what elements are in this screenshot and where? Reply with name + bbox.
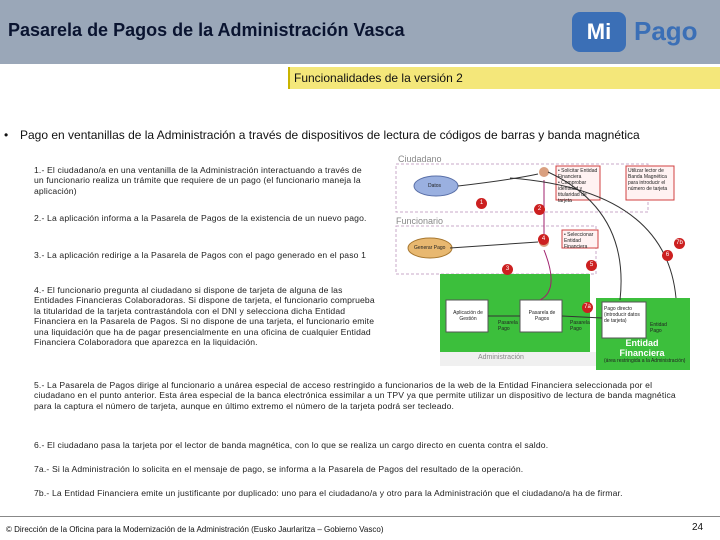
step-badge-6: 6 bbox=[662, 250, 673, 261]
logo-text: Pago bbox=[634, 16, 698, 46]
datos-label: Datos bbox=[428, 183, 442, 189]
footer-copyright: © Dirección de la Oficina para la Modernización de la Administración (Eusko Jaurlaritza – Gobierno Vasco) bbox=[6, 525, 384, 534]
step-badge-3: 3 bbox=[502, 264, 513, 275]
step-badge-2: 2 bbox=[534, 204, 545, 215]
ciudadano-person-icon bbox=[539, 167, 549, 177]
footer-divider bbox=[0, 516, 720, 517]
logo-mark: Mi bbox=[572, 12, 626, 52]
area-restringida-label: (área restringida a la Administración) bbox=[604, 358, 686, 364]
step-6: 6.- El ciudadano pasa la tarjeta por el lector de banda magnética, con lo que se realiza un cargo directo en cuenta contra el saldo. bbox=[34, 440, 549, 450]
header-bar bbox=[0, 0, 720, 64]
step-badge-4: 4 bbox=[538, 234, 549, 245]
step-badge-7a: 7a bbox=[582, 302, 593, 313]
note-lector-text: Utilizar lector de Banda Magnética para introducir el número de tarjeta bbox=[628, 168, 668, 192]
flow-diagram bbox=[390, 150, 692, 374]
step-7a: 7a.- Si la Administración lo solicita en el mensaje de pago, se informa a la Pasarela de Pagos del resultado de la operación. bbox=[34, 464, 524, 474]
step-2: 2.- La aplicación informa a la Pasarela de Pagos de la existencia de un nuevo pago. bbox=[34, 213, 367, 223]
step-badge-7b: 7b bbox=[674, 238, 685, 249]
step-4: 4.- El funcionario pregunta al ciudadano si dispone de tarjeta de alguna de las Entidades Financieras Colaboradoras. Si dispone de tarjeta, el funcionario comprueba la titularidad de la tarjeta contrastándola con el DNI y selecciona dicha Entidad Financiera en la Pasarela de Pagos. Si no dispone de una tarjeta, el funcionario emite una liquidación que ha de pagar presencialmente en una oficina de cualquier Entidad Financiera Colaboradora que aparezca en la liquidación. bbox=[34, 285, 375, 348]
page-title: Pasarela de Pagos de la Administración Vasca bbox=[8, 20, 405, 40]
pasarela-label: Pasarela de Pagos bbox=[528, 310, 556, 322]
bullet-icon: • bbox=[4, 128, 9, 142]
small-label-2: Pasarela Pago bbox=[570, 320, 590, 332]
note-solicitar-text: • Solicitar Entidad Financiera • Comprobar identidad y titularidad de tarjeta bbox=[558, 168, 598, 204]
ciudadano-label: Ciudadano bbox=[398, 154, 442, 164]
step-5: 5.- La Pasarela de Pagos dirige al funcionario a unárea especial de acceso restringido a funcionarios de la web de la Entidad Financiera seleccionada por el ciudadano en el punto anterior. Esta área especial de la banca electrónica essimilar a un TPV ya que permite utilizar un dispositivo de lectura de banda magnética para la captura el número de tarjeta, aunque en último extremo el número de la tarjeta podrá ser tecleado. bbox=[34, 380, 676, 411]
small-label-1: Pasarela Pago bbox=[498, 320, 518, 332]
step-1: 1.- El ciudadano/a en una ventanilla de la Administración interactuando a través de un funcionario realiza un trámite que requiere de un pago (el funcionario maneja la aplicación) bbox=[34, 165, 362, 196]
app-gestion-label: Aplicación de Gestión bbox=[453, 310, 483, 322]
version-label: Funcionalidades de la versión 2 bbox=[294, 71, 463, 85]
pago-directo-label: Pago directo (introducir datos de tarjeta) bbox=[604, 306, 640, 324]
version-banner bbox=[288, 67, 720, 89]
page-number: 24 bbox=[692, 522, 704, 533]
entidad-label: Entidad Financiera bbox=[619, 338, 665, 358]
mipago-logo bbox=[572, 12, 714, 52]
generar-pago-label: Generar Pago bbox=[414, 245, 446, 251]
step-3: 3.- La aplicación redirige a la Pasarela de Pagos con el pago generado en el paso 1 bbox=[34, 250, 367, 260]
step-badge-1: 1 bbox=[476, 198, 487, 209]
section-bullet bbox=[4, 128, 716, 142]
funcionario-label: Funcionario bbox=[396, 216, 444, 226]
bullet-text: Pago en ventanillas de la Administración a través de dispositivos de lectura de códigos de barras y banda magnética bbox=[20, 128, 640, 142]
administracion-label: Administración bbox=[478, 354, 524, 361]
note-seleccionar-text: • Seleccionar Entidad Financiera bbox=[564, 232, 594, 250]
step-badge-5: 5 bbox=[586, 260, 597, 271]
step-7b: 7b.- La Entidad Financiera emite un justificante por duplicado: uno para el ciudadano/a y otro para la Administración que el ciudadano/a ha de firmar. bbox=[34, 488, 623, 498]
small-label-3: Entidad Pago bbox=[650, 322, 667, 334]
